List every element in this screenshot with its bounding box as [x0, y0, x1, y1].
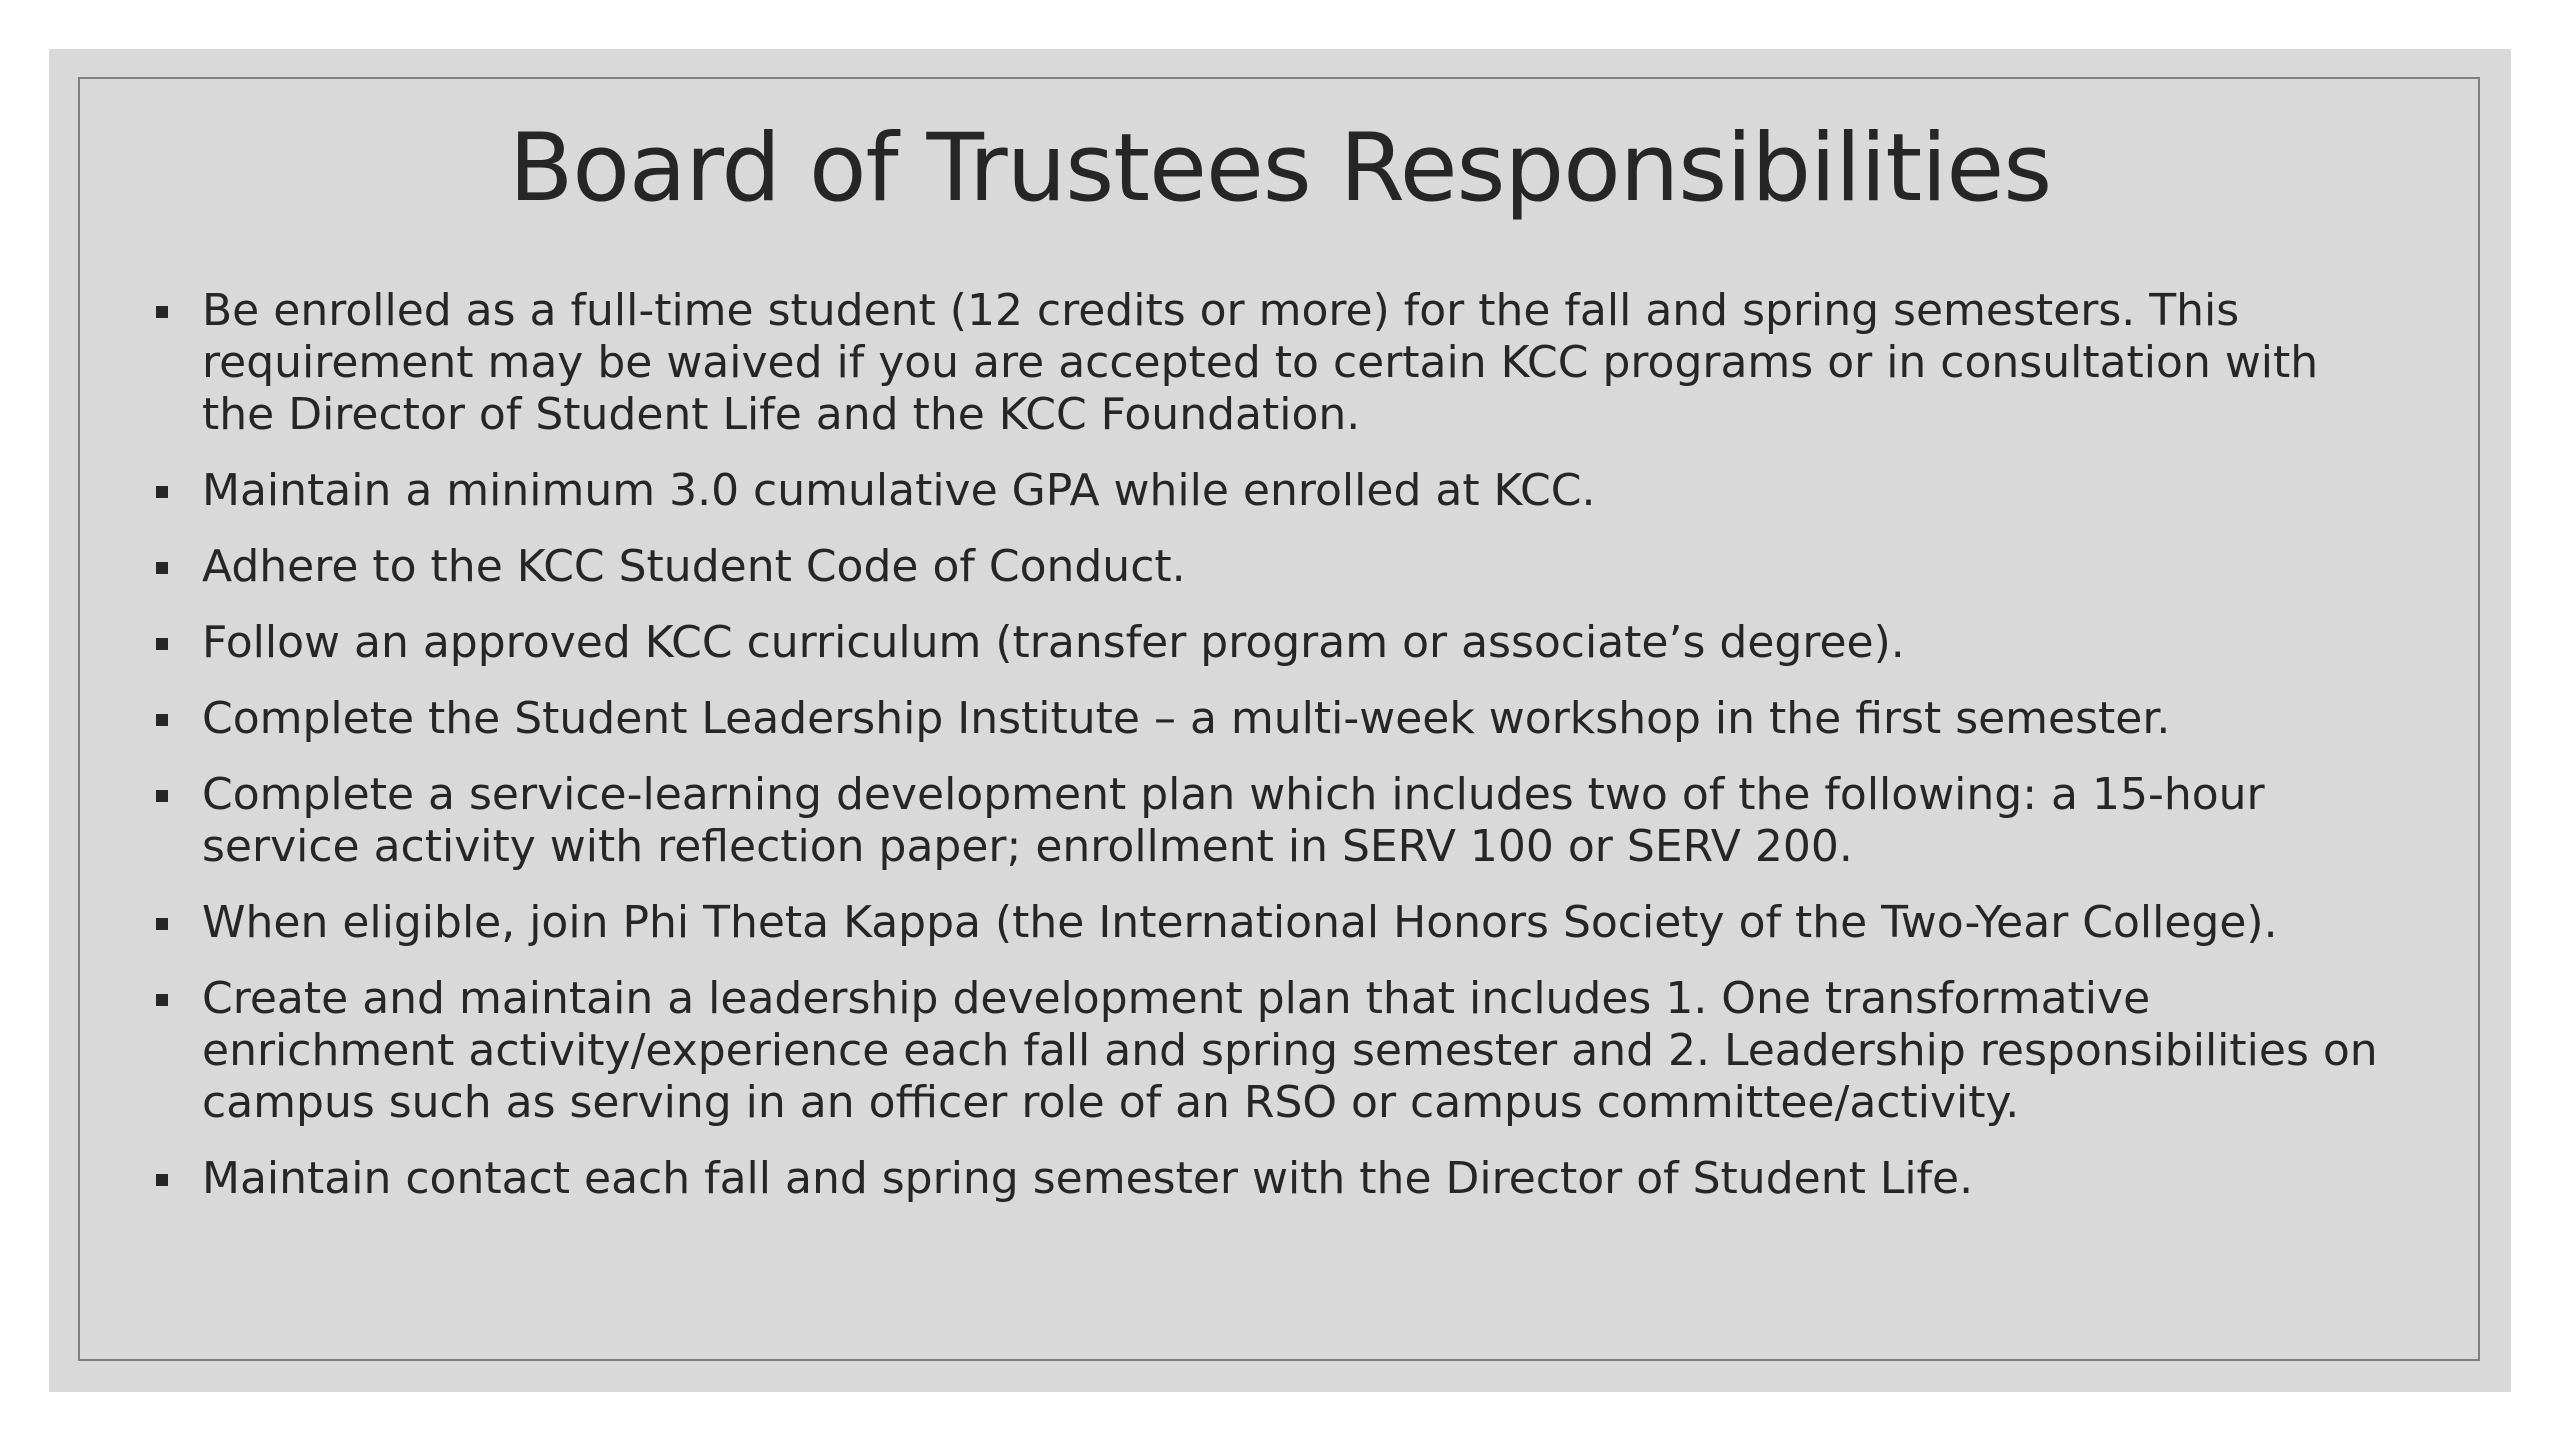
list-item-text: When eligible, join Phi Theta Kappa (the International Honors Society of the Two-Year College). [202, 897, 2278, 948]
list-item-text: Complete the Student Leadership Institute – a multi-week workshop in the first semester. [202, 693, 2171, 744]
list-item-text: Adhere to the KCC Student Code of Conduct. [202, 541, 1186, 592]
list-item-text: Create and maintain a leadership development plan that includes 1. One transformative enrichment activity/experience each fall and spring semester and 2. Leadership responsibilities on campus such as serving in an officer role of an RSO or campus committee/activity. [202, 973, 2378, 1128]
square-bullet-icon [156, 638, 168, 650]
square-bullet-icon [156, 994, 168, 1006]
square-bullet-icon [156, 790, 168, 802]
slide [49, 49, 2511, 1392]
list-item [156, 1153, 2386, 1205]
square-bullet-icon [156, 562, 168, 574]
list-item-text: Follow an approved KCC curriculum (transfer program or associate’s degree). [202, 617, 1905, 668]
list-item-text: Maintain a minimum 3.0 cumulative GPA while enrolled at KCC. [202, 465, 1596, 516]
list-item [156, 973, 2386, 1129]
list-item [156, 693, 2386, 745]
list-item [156, 769, 2386, 873]
list-item [156, 617, 2386, 669]
square-bullet-icon [156, 306, 168, 318]
square-bullet-icon [156, 1174, 168, 1186]
bullet-list [156, 285, 2386, 1229]
list-item-text: Complete a service-learning development plan which includes two of the following: a 15-hour service activity with reflection paper; enrollment in SERV 100 or SERV 200. [202, 769, 2265, 872]
square-bullet-icon [156, 486, 168, 498]
list-item [156, 465, 2386, 517]
square-bullet-icon [156, 714, 168, 726]
square-bullet-icon [156, 918, 168, 930]
list-item [156, 285, 2386, 441]
list-item [156, 897, 2386, 949]
list-item-text: Maintain contact each fall and spring semester with the Director of Student Life. [202, 1153, 1974, 1204]
list-item-text: Be enrolled as a full-time student (12 credits or more) for the fall and spring semesters. This requirement may be waived if you are accepted to certain KCC programs or in consultation with the Director of Student Life and the KCC Foundation. [202, 285, 2319, 440]
list-item [156, 541, 2386, 593]
slide-title: Board of Trustees Responsibilities [508, 114, 2052, 223]
